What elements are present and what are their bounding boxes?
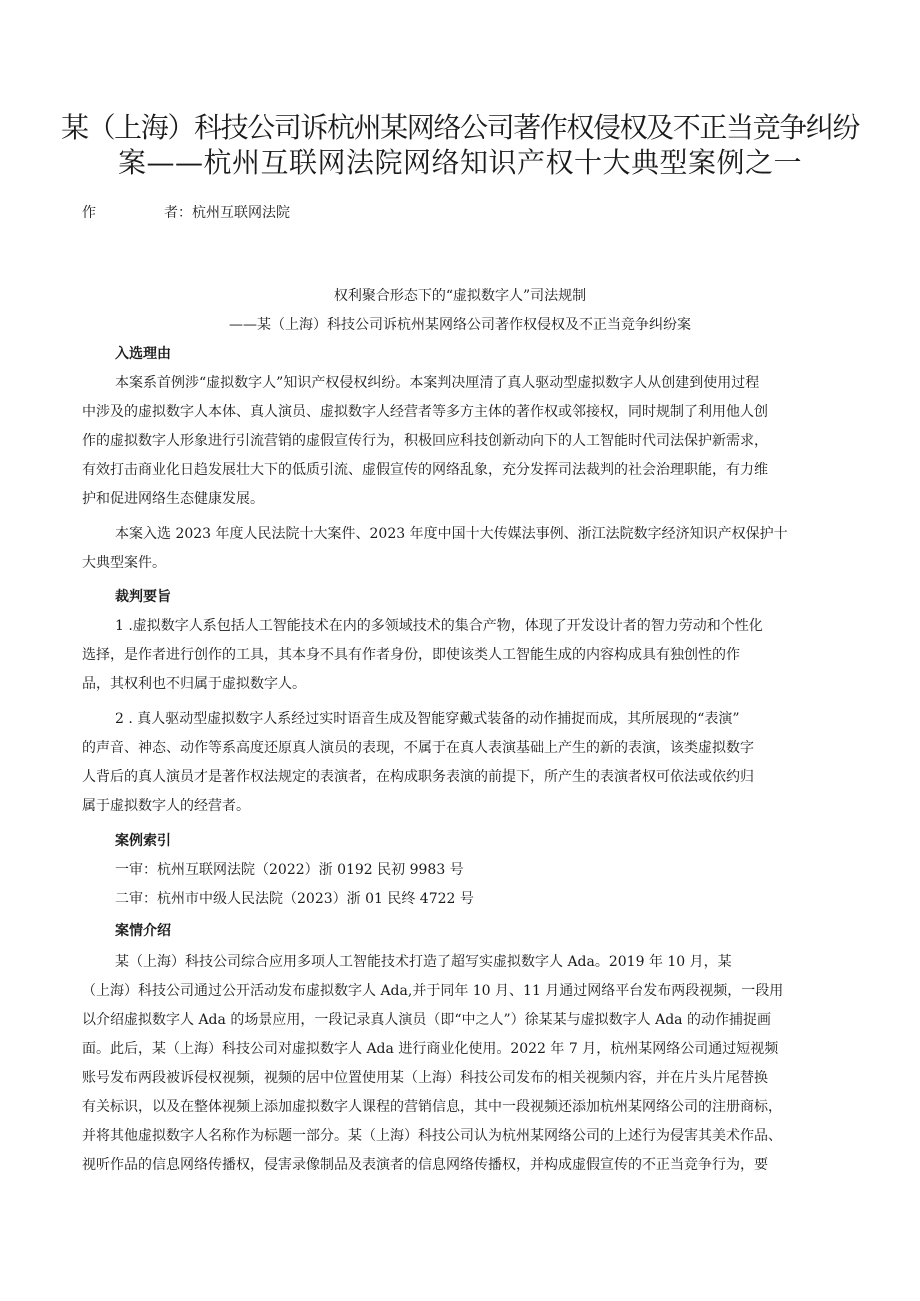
gist-paragraph-1: [82, 612, 838, 699]
paragraph-line: 视听作品的信息网络传播权，侵害录像制品及表演者的信息网络传播权，并构成虚假宣传的不正当竞争行为，要: [82, 1157, 768, 1173]
paragraph-line: 大典型案件。: [82, 555, 166, 571]
facts-paragraph-1: [82, 948, 838, 1180]
author-line: [82, 202, 290, 224]
paragraph-line: 人背后的真人演员才是著作权法规定的表演者，在构成职务表演的前提下，所产生的表演者权可依法或依约归: [82, 769, 754, 785]
paragraph-line: 面。此后，某（上海）科技公司对虚拟数字人 Ada 进行商业化使用。2022 年 7 月，杭州某网络公司通过短视频: [82, 1041, 779, 1057]
paragraph-line: 品，其权利也不归属于虚拟数字人。: [82, 676, 306, 692]
author-label-2: 者：: [164, 205, 192, 221]
paragraph-line: 账号发布两段被诉侵权视频，视频的居中位置使用某（上海）科技公司发布的相关视频内容，并在片头片尾替换: [82, 1070, 768, 1086]
paragraph-line: 并将其他虚拟数字人名称作为标题一部分。某（上海）科技公司认为杭州某网络公司的上述行为侵害其美术作品、: [82, 1128, 782, 1144]
index-first-instance: 一审：杭州互联网法院（2022）浙 0192 民初 9983 号: [115, 862, 464, 878]
title-line-2: 案——杭州互联网法院网络知识产权十大典型案例之一: [117, 146, 802, 179]
paragraph-line: 1 .虚拟数字人系包括人工智能技术在内的多领域技术的集合产物，体现了开发设计者的智力劳动和个性化: [115, 618, 763, 634]
paragraph-line: 护和促进网络生态健康发展。: [82, 491, 264, 507]
gist-heading: 裁判要旨: [115, 589, 171, 605]
author-label-1: 作: [82, 205, 96, 221]
facts-heading: 案情介绍: [115, 923, 171, 939]
title-line-1: 某（上海）科技公司诉杭州某网络公司著作权侵权及不正当竞争纠纷: [60, 111, 859, 144]
reason-paragraph-1: [82, 369, 838, 514]
index-heading: 案例索引: [115, 833, 171, 849]
gist-paragraph-2: [82, 705, 838, 821]
paragraph-line: （上海）科技公司通过公开活动发布虚拟数字人 Ada,并于同年 10 月、11 月通过网络平台发布两段视频，一段用: [82, 983, 784, 999]
paragraph-line: 有效打击商业化日趋发展壮大下的低质引流、虚假宣传的网络乱象，充分发挥司法裁判的社会治理职能，有力维: [82, 462, 768, 478]
paragraph-line: 中涉及的虚拟数字人本体、真人演员、虚拟数字人经营者等多方主体的著作权或邻接权，同时规制了利用他人创: [82, 404, 768, 420]
subtitle-line-1: 权利聚合形态下的“虚拟数字人”司法规制: [333, 288, 587, 304]
paragraph-line: 本案系首例涉“虚拟数字人”知识产权侵权纠纷。本案判决厘清了真人驱动型虚拟数字人从创建到使用过程: [115, 375, 760, 391]
index-block: [82, 856, 838, 914]
paragraph-line: 有关标识，以及在整体视频上添加虚拟数字人课程的营销信息，其中一段视频还添加杭州某网络公司的注册商标，: [82, 1099, 782, 1115]
index-second-instance: 二审：杭州市中级人民法院（2023）浙 01 民终 4722 号: [115, 891, 474, 907]
paragraph-line: 某（上海）科技公司综合应用多项人工智能技术打造了超写实虚拟数字人 Ada。2019 年 10 月，某: [115, 954, 732, 970]
reason-heading: 入选理由: [115, 346, 171, 362]
paragraph-line: 2 . 真人驱动型虚拟数字人系经过实时语音生成及智能穿戴式装备的动作捕捉而成，其所展现的“表演”: [115, 711, 740, 727]
author-value: 杭州互联网法院: [192, 205, 290, 221]
subtitle-line-2: ——某（上海）科技公司诉杭州某网络公司著作权侵权及不正当竞争纠纷案: [229, 317, 691, 333]
paragraph-line: 属于虚拟数字人的经营者。: [82, 798, 250, 814]
paragraph-line: 的声音、神态、动作等系高度还原真人演员的表现，不属于在真人表演基础上产生的新的表演，该类虚拟数字: [82, 740, 754, 756]
paragraph-line: 以介绍虚拟数字人 Ada 的场景应用，一段记录真人演员（即“中之人”）徐某某与虚拟数字人 Ada 的动作捕捉画: [82, 1012, 771, 1028]
document-title: [60, 110, 860, 180]
paragraph-line: 本案入选 2023 年度人民法院十大案件、2023 年度中国十大传媒法事例、浙江法院数字经济知识产权保护十: [115, 526, 788, 542]
reason-paragraph-2: [82, 520, 838, 578]
paragraph-line: 作的虚拟数字人形象进行引流营销的虚假宣传行为，积极回应科技创新动向下的人工智能时代司法保护新需求，: [82, 433, 768, 449]
paragraph-line: 选择，是作者进行创作的工具，其本身不具有作者身份，即使该类人工智能生成的内容构成具有独创性的作: [82, 647, 740, 663]
